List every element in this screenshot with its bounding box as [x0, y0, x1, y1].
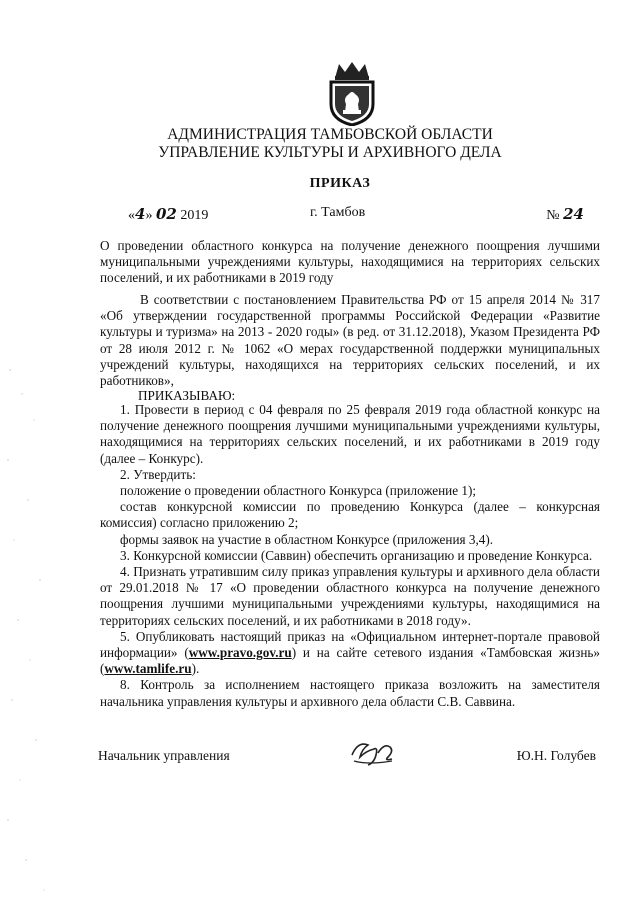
- org-name-line2: УПРАВЛЕНИЕ КУЛЬТУРЫ И АРХИВНОГО ДЕЛА: [158, 144, 502, 161]
- item-2a: положение о проведении областного Конкурса (приложение 1);: [120, 483, 477, 499]
- item-5: [100, 629, 600, 678]
- link-tamlife[interactable]: www.tamlife.ru: [104, 661, 192, 677]
- scan-noise-decoration: [0, 350, 60, 910]
- item-5-text3: ).: [191, 661, 200, 677]
- item-2: 2. Утвердить:: [120, 466, 196, 482]
- date-line: [118, 205, 604, 225]
- org-name-line1: АДМИНИСТРАЦИЯ ТАМБОВСКОЙ ОБЛАСТИ: [167, 126, 493, 143]
- item-5-text2: ) и на сайте сетевого издания «Тамбовская жизнь» (: [100, 645, 600, 677]
- city: г. Тамбов: [310, 205, 366, 220]
- item-2c: формы заявок на участие в областном Конкурсе (приложения 3,4).: [120, 531, 494, 547]
- order-date: «4» 02 2019: [128, 205, 209, 223]
- date-month: 02: [155, 205, 177, 223]
- number-prefix: №: [546, 208, 560, 223]
- item-5-text1: 5. Опубликовать настоящий приказ на «Официальном интернет-портале правовой информации» (: [100, 628, 600, 661]
- signer-name: Ю.Н. Голубев: [516, 748, 596, 763]
- item-4: 4. Признать утратившим силу приказ управления культуры и архивного дела области от 29.01.2018 № 17 «О проведении областного конкурса на получение денежного поощрения лучшими муниципальными учреждениями культуры, находящимися на территориях сельских поселений, и их работниками в 2018 году».: [100, 564, 600, 628]
- item-1: 1. Провести в период с 04 февраля по 25 февраля 2019 года областной конкурс на получение денежного поощрения лучшими муниципальными учреждениями культуры, находящимися на территориях сельских поселений, и их работниками в 2019 году (далее – Конкурс).: [100, 402, 600, 466]
- item-8: 8. Контроль за исполнением настоящего приказа возложить на заместителя начальника управления культуры и архивного дела области С.В. Саввина.: [100, 677, 600, 709]
- date-day: 4: [135, 205, 146, 223]
- item-2b: состав конкурсной комиссии по проведению Конкурса (далее – конкурсная комиссия) согласно приложению 2;: [100, 499, 600, 531]
- signer-position: Начальник управления: [98, 748, 230, 763]
- link-pravo[interactable]: www.pravo.gov.ru: [188, 645, 292, 661]
- order-items: [100, 402, 600, 710]
- order-number: [546, 205, 584, 224]
- order-subject: О проведении областного конкурса на получение денежного поощрения лучшими муниципальными учреждениями культуры, находящимися на территориях сельских поселений, и их работниками в 2019 году: [100, 238, 600, 286]
- handwritten-signature-icon: [348, 735, 400, 771]
- document-title: ПРИКАЗ: [309, 176, 371, 191]
- coat-of-arms-icon: [325, 60, 379, 126]
- date-year: 2019: [180, 208, 209, 223]
- legal-basis: [100, 292, 600, 389]
- item-3: 3. Конкурсной комиссии (Саввин) обеспечить организацию и проведение Конкурса.: [120, 547, 593, 563]
- legal-basis-text: В соответствии с постановлением Правительства РФ от 15 апреля 2014 № 317 «Об утверждении государственной программы Российской Федерации «Развитие культуры и туризма» на 2013 - 2020 годы» (в ред. от 31.12.2018), Указом Президента РФ от 28 июля 2012 г. № 1062 «О мерах государственной поддержки муниципальных учреждений культуры, находящихся на территориях сельских поселений, и их работников»,: [100, 292, 600, 389]
- number-value: 24: [563, 205, 584, 223]
- orders-label: ПРИКАЗЫВАЮ:: [138, 388, 236, 403]
